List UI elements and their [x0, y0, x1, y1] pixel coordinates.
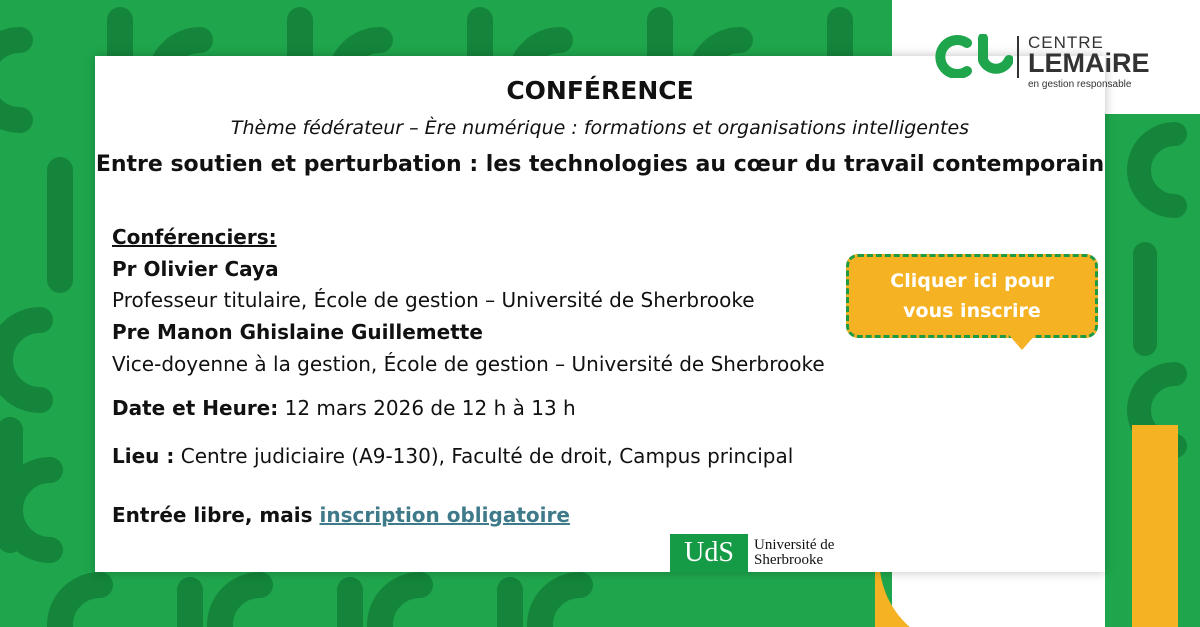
logo-lemaire-text: LEMAiRE: [1028, 48, 1150, 78]
speakers-heading: Conférenciers:: [112, 225, 277, 249]
register-button[interactable]: [846, 254, 1098, 338]
logo-divider: [1017, 36, 1019, 78]
uds-line1: Université de: [754, 537, 835, 553]
entry-prefix: Entrée libre, mais: [112, 503, 320, 527]
logo-tagline: en gestion responsable: [1028, 79, 1132, 90]
uds-line2: Sherbrooke: [754, 552, 824, 568]
place-label: Lieu :: [112, 444, 175, 468]
speaker-name: Pre Manon Ghislaine Guillemette: [112, 320, 483, 344]
register-button-tail: [1008, 334, 1036, 350]
uds-logo-text: [754, 538, 834, 568]
uds-logo-badge: UdS: [670, 534, 748, 572]
speaker-role: Professeur titulaire, École de gestion – Université de Sherbrooke: [112, 288, 755, 312]
speaker-role: Vice-doyenne à la gestion, École de gestion – Université de Sherbrooke: [112, 352, 825, 376]
place-row: [112, 444, 793, 468]
conference-label: CONFÉRENCE: [506, 76, 694, 105]
registration-link[interactable]: inscription obligatoire: [319, 503, 570, 527]
date-label: Date et Heure:: [112, 396, 279, 420]
event-title: Entre soutien et perturbation : les technologies au cœur du travail contemporain: [95, 152, 1105, 177]
centre-lemaire-logo-icon: [935, 34, 1013, 78]
speaker-name: Pr Olivier Caya: [112, 257, 279, 281]
register-button-label: Cliquer ici pour vous inscrire: [890, 270, 1054, 322]
place-value: Centre judiciaire (A9-130), Faculté de droit, Campus principal: [174, 444, 794, 468]
date-value: 12 mars 2026 de 12 h à 13 h: [278, 396, 576, 420]
logo-centre-text: CENTRE: [1028, 33, 1104, 52]
entry-row: [112, 503, 570, 527]
theme-subtitle: Thème fédérateur – Ère numérique : formations et organisations intelligentes: [230, 117, 970, 139]
date-row: [112, 396, 576, 420]
